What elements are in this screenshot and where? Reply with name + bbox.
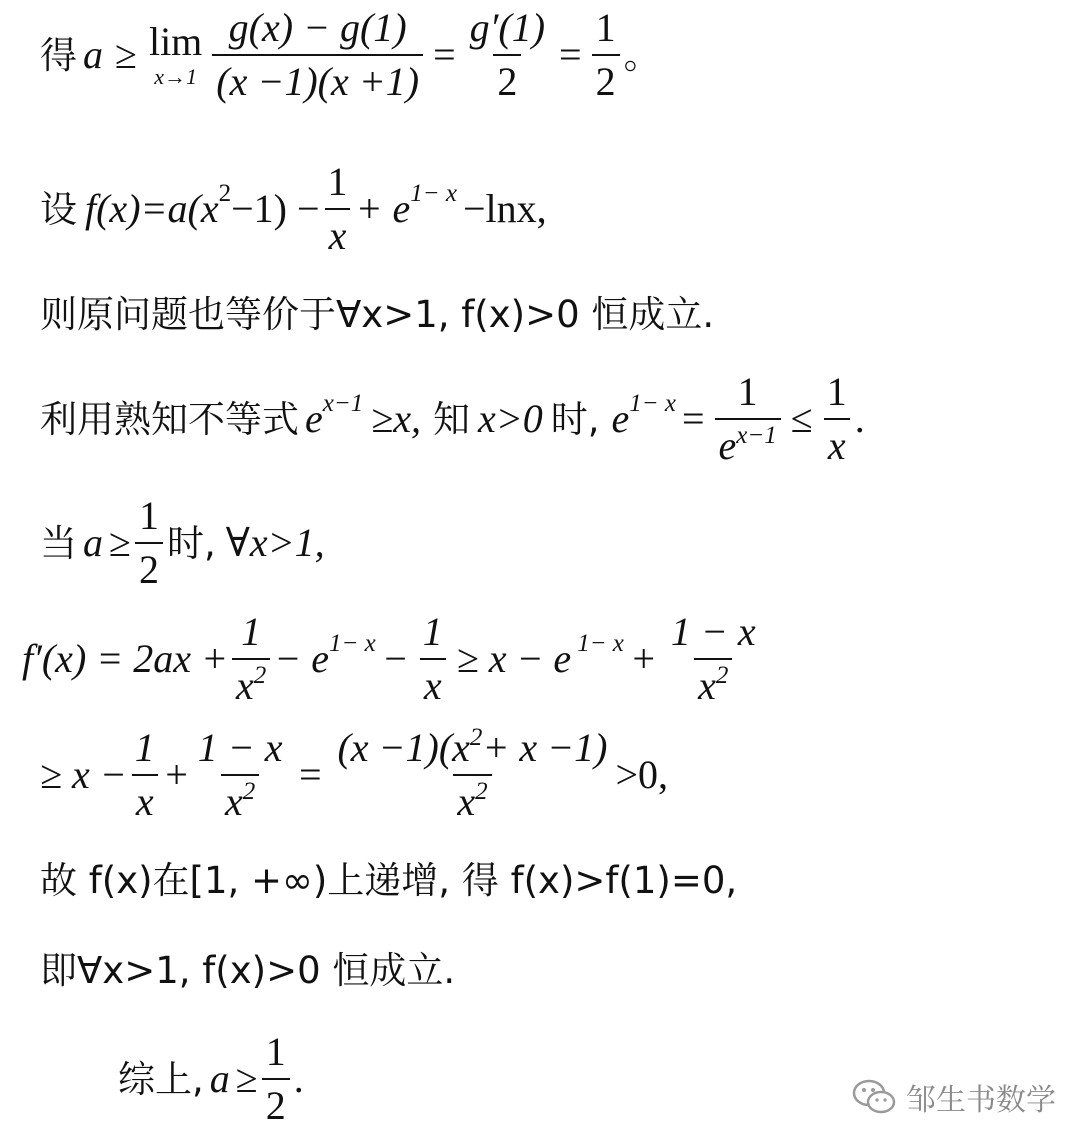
fraction-factored — [333, 724, 611, 824]
geq-symbol: ≥ — [109, 520, 131, 565]
fraction-g-prime — [466, 5, 549, 104]
lim-label: lim — [148, 19, 203, 64]
frac-num: g(x) − g(1) — [228, 5, 407, 50]
frac-num: 1 − x — [670, 609, 756, 654]
frac-den: 2 — [135, 542, 163, 590]
var-x: x — [236, 663, 254, 708]
statement-text: 故 f(x)在[1, +∞)上递增, 得 f(x)>f(1)=0, — [40, 859, 738, 902]
text-gt-zero: >0, — [615, 752, 669, 797]
fraction-one-minus-x-over-x2 — [667, 609, 760, 708]
period: . — [293, 1056, 304, 1101]
watermark-text: 邹生书数学 — [906, 1083, 1056, 1118]
superscript: 2 — [715, 662, 729, 689]
num-part-b: + x −1) — [482, 725, 608, 770]
fraction-one-over-x — [419, 609, 447, 708]
var-x: x — [698, 663, 716, 708]
frac-num: 1 — [265, 1029, 286, 1074]
fraction-one-over-x — [324, 159, 352, 258]
period: 。 — [623, 33, 661, 77]
fraction-half — [262, 1029, 290, 1128]
superscript: 2 — [469, 724, 483, 751]
frac-den — [715, 418, 781, 466]
frac-den: 2 — [592, 54, 620, 102]
var-e: e — [718, 423, 737, 468]
var-e: e — [305, 396, 323, 441]
derivative-lhs: f′(x) = 2ax + — [22, 636, 228, 681]
frac-den: 2 — [493, 54, 521, 102]
equals: = — [681, 396, 705, 441]
frac-num — [333, 724, 611, 774]
statement-text: 即∀x>1, f(x)>0 恒成立. — [40, 949, 456, 992]
line-continue — [40, 724, 669, 824]
text-geqx: ≥x, — [371, 396, 421, 441]
frac-den: x — [420, 658, 446, 706]
text-she: 设 — [40, 187, 77, 231]
minus: − — [381, 636, 409, 681]
var-e: e — [611, 396, 630, 441]
frac-num: 1 — [737, 369, 758, 414]
text-lnx: −lnx, — [462, 186, 547, 231]
fraction-one-over-e — [715, 369, 781, 468]
line-equivalent — [40, 293, 715, 336]
line-inequality — [40, 369, 865, 468]
text-forall: ∀x>1, — [225, 520, 325, 565]
geq-symbol: ≥ — [115, 32, 137, 77]
frac-den: x — [132, 774, 158, 822]
frac-num: 1 − x — [197, 725, 283, 770]
var-a: a — [209, 1056, 230, 1101]
superscript: 1− x — [410, 179, 457, 207]
var-x: x — [224, 779, 243, 824]
condition: x>0 — [477, 396, 543, 441]
text-dang: 当 — [40, 521, 77, 565]
frac-den: 2 — [262, 1078, 290, 1126]
plus: + — [629, 636, 657, 681]
fraction-one-over-x — [823, 369, 851, 468]
fraction-one-over-x — [131, 725, 159, 824]
wechat-icon — [852, 1077, 896, 1117]
period: . — [854, 396, 865, 441]
text-mid: −1) − — [231, 186, 320, 231]
line-increasing — [40, 859, 738, 902]
equals: = — [559, 32, 582, 77]
superscript: 2 — [475, 778, 488, 805]
fraction-g-difference — [212, 5, 423, 104]
text-minus-e: − e — [274, 636, 330, 681]
fraction-half — [592, 5, 620, 104]
fraction-one-over-x2 — [232, 609, 270, 708]
num-part-a: (x −1)(x — [337, 725, 470, 770]
fraction-half — [135, 493, 163, 592]
frac-num: 1 — [241, 609, 262, 654]
line-derivative — [22, 609, 764, 708]
frac-den: (x −1)(x +1) — [212, 54, 423, 102]
leq-symbol: ≤ — [790, 396, 813, 441]
fraction-one-minus-x-over-x2 — [194, 725, 287, 824]
statement-text: 则原问题也等价于∀x>1, f(x)>0 恒成立. — [40, 293, 715, 336]
superscript: 2 — [218, 179, 232, 207]
frac-den — [453, 774, 491, 822]
line-define-f — [40, 159, 553, 258]
superscript: 1− x — [629, 389, 676, 417]
text-zongshang: 综上, — [118, 1057, 204, 1101]
text-shi: 时, — [550, 397, 600, 441]
line-summary — [118, 1029, 304, 1128]
frac-num: 1 — [595, 5, 616, 50]
frac-num: 1 — [327, 159, 348, 204]
var-x: x — [457, 779, 476, 824]
frac-den — [232, 658, 270, 706]
superscript: x−1 — [736, 422, 777, 449]
text-lead: 利用熟知不等式 — [40, 397, 299, 441]
superscript: 2 — [242, 778, 256, 805]
watermark — [852, 1075, 1056, 1119]
frac-num: 1 — [826, 369, 847, 414]
line-limit — [40, 5, 661, 104]
var-a: a — [83, 32, 103, 77]
frac-den — [694, 658, 732, 706]
text-de: 得 — [40, 33, 77, 77]
frac-den: x — [325, 208, 351, 256]
superscript: 2 — [253, 662, 267, 689]
text-geq-x-minus: ≥ x − — [40, 752, 127, 797]
superscript: 1− x — [329, 629, 376, 657]
superscript: 1− x — [577, 629, 624, 657]
plus: + — [162, 752, 190, 797]
equals: = — [296, 752, 324, 797]
f-definition: f(x)=a(x — [85, 186, 219, 231]
text-zhi: 知 — [432, 397, 470, 441]
text-geq-x-minus-e: ≥ x − e — [456, 636, 572, 681]
text-plus-e: + e — [355, 186, 411, 231]
superscript: x−1 — [322, 389, 364, 417]
frac-num: 1 — [422, 609, 443, 654]
text-shi: 时, — [166, 521, 216, 565]
limit-operator — [148, 19, 203, 89]
line-when-a — [40, 493, 325, 592]
frac-num: 1 — [138, 493, 159, 538]
geq-symbol: ≥ — [235, 1056, 258, 1101]
frac-den — [221, 774, 259, 822]
line-conclusion — [40, 949, 456, 992]
frac-num: 1 — [134, 725, 155, 770]
equals: = — [433, 32, 456, 77]
lim-subscript: x→1 — [154, 64, 197, 89]
frac-den: x — [824, 418, 850, 466]
var-a: a — [83, 520, 103, 565]
frac-num: g′(1) — [469, 5, 546, 50]
